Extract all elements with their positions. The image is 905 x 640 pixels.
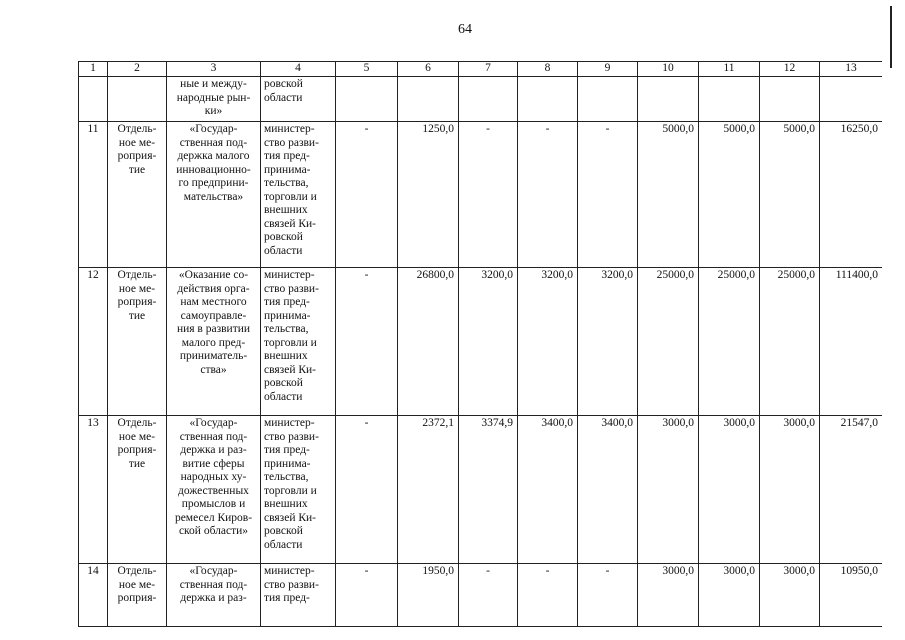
value-cell: 25000,0: [699, 268, 760, 416]
column-header-7: 7: [459, 62, 518, 77]
margin-line: [890, 6, 892, 68]
value-cell: 3400,0: [518, 416, 578, 564]
column-header-5: 5: [336, 62, 398, 77]
cell: [820, 77, 883, 122]
value-cell: 3200,0: [518, 268, 578, 416]
value-cell: -: [578, 564, 638, 627]
column-header-4: 4: [261, 62, 336, 77]
cell: [108, 77, 167, 122]
value-cell: -: [518, 122, 578, 268]
value-cell: 3000,0: [638, 564, 699, 627]
measure-type: Отдель- ное ме- роприя- тие: [108, 416, 167, 564]
cell: [578, 77, 638, 122]
value-cell: 26800,0: [398, 268, 459, 416]
cell: [336, 77, 398, 122]
value-cell: 25000,0: [760, 268, 820, 416]
header-row: [79, 62, 883, 77]
cell: [79, 77, 108, 122]
value-cell: -: [336, 564, 398, 627]
cell: [638, 77, 699, 122]
value-cell: -: [336, 122, 398, 268]
value-cell: -: [459, 564, 518, 627]
measure-name: «Государ- ственная под- держка и раз-: [167, 564, 261, 627]
value-cell: 3374,9: [459, 416, 518, 564]
measure-type: Отдель- ное ме- роприя- тие: [108, 122, 167, 268]
row-number: 12: [79, 268, 108, 416]
executor: министер- ство разви- тия пред- принима- тельства, торговли и внешних связей Ки- ровской области: [261, 122, 336, 268]
cell: [518, 77, 578, 122]
value-cell: 5000,0: [760, 122, 820, 268]
executor: министер- ство разви- тия пред- принима- тельства, торговли и внешних связей Ки- ровской области: [261, 416, 336, 564]
cell: [760, 77, 820, 122]
measure-type: Отдель- ное ме- роприя-: [108, 564, 167, 627]
continued-name-cell: ные и между- народные рын- ки»: [167, 77, 261, 122]
cell: [699, 77, 760, 122]
measure-type: Отдель- ное ме- роприя- тие: [108, 268, 167, 416]
column-header-9: 9: [578, 62, 638, 77]
total-cell: 21547,0: [820, 416, 883, 564]
value-cell: -: [578, 122, 638, 268]
measure-name: «Государ- ственная под- держка малого инновационно- го предприни- мательства»: [167, 122, 261, 268]
column-header-8: 8: [518, 62, 578, 77]
value-cell: 3000,0: [760, 416, 820, 564]
total-cell: 111400,0: [820, 268, 883, 416]
value-cell: 5000,0: [638, 122, 699, 268]
continuation-row: [79, 77, 883, 122]
total-cell: 10950,0: [820, 564, 883, 627]
value-cell: -: [336, 268, 398, 416]
column-header-11: 11: [699, 62, 760, 77]
value-cell: 3000,0: [699, 564, 760, 627]
cell: [398, 77, 459, 122]
column-header-10: 10: [638, 62, 699, 77]
column-header-6: 6: [398, 62, 459, 77]
program-table: [78, 61, 882, 627]
value-cell: 3400,0: [578, 416, 638, 564]
row-number: 13: [79, 416, 108, 564]
value-cell: 1950,0: [398, 564, 459, 627]
table-container: [78, 61, 882, 640]
value-cell: 2372,1: [398, 416, 459, 564]
column-header-2: 2: [108, 62, 167, 77]
value-cell: 25000,0: [638, 268, 699, 416]
value-cell: 3000,0: [699, 416, 760, 564]
value-cell: 3200,0: [578, 268, 638, 416]
executor: министер- ство разви- тия пред- принима- тельства, торговли и внешних связей Ки- ровской области: [261, 268, 336, 416]
table-row: [79, 564, 883, 627]
row-number: 14: [79, 564, 108, 627]
value-cell: 1250,0: [398, 122, 459, 268]
measure-name: «Государ- ственная под- держка и раз- витие сферы народных ху- дожественных промыслов и ремесел Киров- ской области»: [167, 416, 261, 564]
table-row: [79, 268, 883, 416]
value-cell: -: [336, 416, 398, 564]
page-number: 64: [458, 22, 472, 37]
value-cell: -: [459, 122, 518, 268]
table-row: [79, 416, 883, 564]
value-cell: 3200,0: [459, 268, 518, 416]
column-header-3: 3: [167, 62, 261, 77]
measure-name: «Оказание со- действия орга- нам местного самоуправле- ния в развитии малого пред- приниматель- ства»: [167, 268, 261, 416]
value-cell: 3000,0: [760, 564, 820, 627]
executor: министер- ство разви- тия пред-: [261, 564, 336, 627]
column-header-12: 12: [760, 62, 820, 77]
table-row: [79, 122, 883, 268]
value-cell: -: [518, 564, 578, 627]
column-header-1: 1: [79, 62, 108, 77]
total-cell: 16250,0: [820, 122, 883, 268]
row-number: 11: [79, 122, 108, 268]
value-cell: 3000,0: [638, 416, 699, 564]
continued-executor-cell: ровской области: [261, 77, 336, 122]
cell: [459, 77, 518, 122]
column-header-13: 13: [820, 62, 883, 77]
value-cell: 5000,0: [699, 122, 760, 268]
